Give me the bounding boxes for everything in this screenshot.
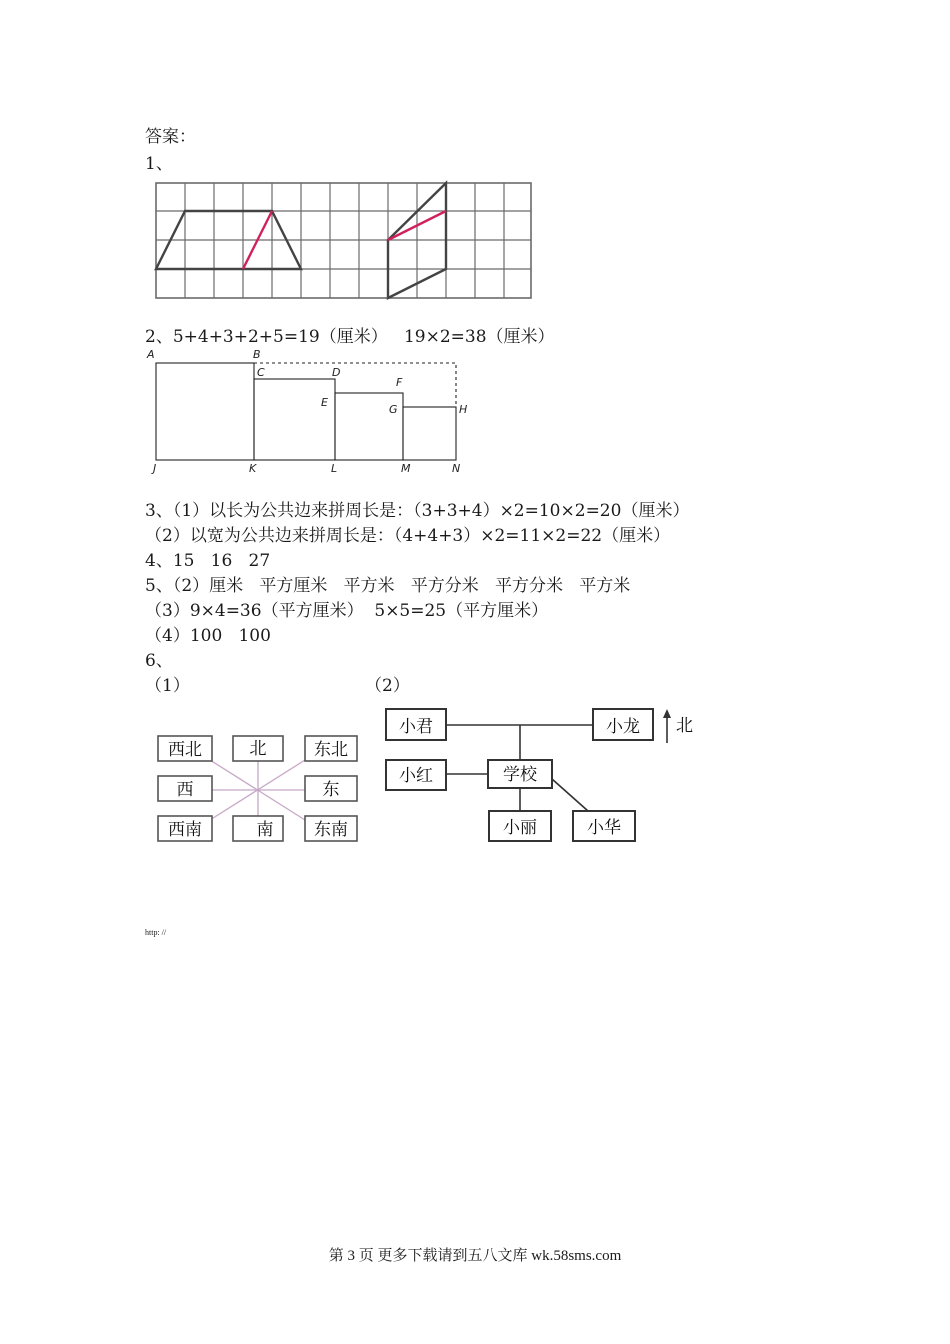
point-j: J [153, 462, 157, 475]
url-text: http: // [145, 928, 167, 937]
direction-southeast: 东南 [314, 820, 348, 840]
north-arrow-icon [663, 709, 671, 743]
map-north: 北 [676, 716, 693, 736]
point-g: G [389, 403, 398, 416]
direction-northwest: 西北 [168, 740, 202, 760]
point-l: L [331, 462, 338, 475]
q3-line2: （2）以宽为公共边来拼周长是：（4+4+3）×2=11×2=22（厘米） [145, 526, 671, 546]
q3-line1: 3、（1）以长为公共边来拼周长是：（3+3+4）×2=10×2=20（厘米） [145, 501, 690, 521]
q5-line2: （3）9×4=36（平方厘米） 5×5=25（平方厘米） [145, 601, 549, 621]
point-k: K [249, 462, 257, 475]
direction-northeast: 东北 [314, 740, 348, 760]
page-footer: 第 3 页 更多下载请到五八文库 wk.58sms.com [328, 1248, 622, 1264]
direction-north: 北 [249, 739, 267, 759]
q6-part2-label: （2） [365, 676, 410, 696]
map-xiaoli: 小丽 [503, 818, 537, 838]
map-xiaohong: 小红 [399, 766, 433, 786]
q1-label: 1、 [145, 154, 173, 174]
point-f: F [396, 376, 403, 389]
q6-part1-label: （1） [145, 676, 190, 696]
direction-west: 西 [176, 780, 194, 800]
q2-text: 2、5+4+3+2+5=19（厘米） 19×2=38（厘米） [145, 327, 555, 347]
direction-east: 东 [322, 780, 340, 800]
q5-line1: 5、（2）厘米 平方厘米 平方米 平方分米 平方分米 平方米 [145, 576, 631, 596]
point-m: M [401, 462, 411, 475]
compass-direction-figure [150, 720, 365, 848]
point-e: E [321, 396, 328, 409]
q6-label: 6、 [145, 651, 173, 671]
answers-title: 答案： [145, 127, 196, 147]
q4-text: 4、15 16 27 [145, 551, 271, 571]
direction-south: 南 [256, 820, 274, 840]
map-xiaohua: 小华 [587, 818, 621, 838]
point-c: C [257, 366, 265, 379]
point-b: B [253, 348, 261, 361]
map-xiaolong: 小龙 [606, 717, 640, 737]
point-n: N [452, 462, 461, 475]
point-d: D [332, 366, 341, 379]
q2-rectangles-figure [145, 348, 475, 476]
point-h: H [459, 403, 468, 416]
point-a: A [147, 348, 155, 361]
map-school: 学校 [503, 765, 537, 785]
map-xiaojun: 小君 [399, 717, 433, 737]
q5-line3: （4）100 100 [145, 626, 271, 646]
q1-grid-figure [155, 182, 533, 300]
direction-southwest: 西南 [168, 820, 202, 840]
school-map-figure [383, 705, 703, 845]
